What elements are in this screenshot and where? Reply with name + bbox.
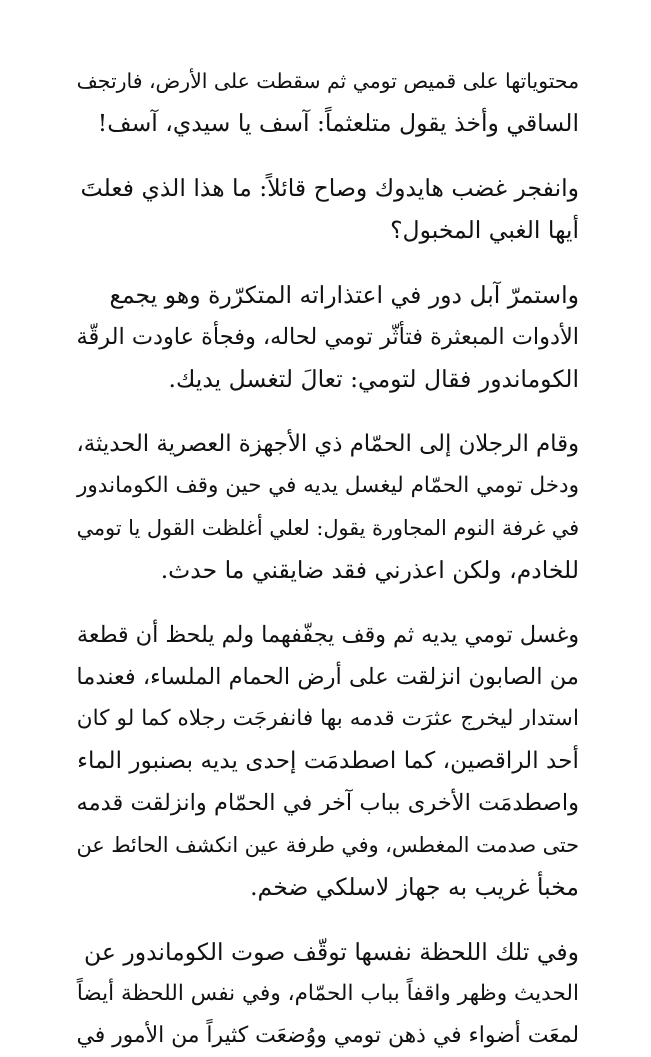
text-line: الحديث وظهر واقفاً بباب الحمّام، وفي نفس اللحظة أيضاً — [76, 981, 579, 1006]
text-line: أحد الراقصين، كما اصطدمَت إحدى يديه بصنبور الماء — [77, 747, 579, 774]
paragraph-1 — [74, 60, 579, 144]
text-line: في غرفة النوم المجاورة يقول: لعلي أغلظت القول يا تومي — [76, 516, 579, 540]
text-line: للخادم، ولكن اعذرني فقد ضايقني ما حدث. — [160, 556, 579, 584]
paragraph-4 — [74, 423, 579, 591]
text-line: وانفجر غضب هايدوك وصاح قائلاً: ما هذا الذي فعلتَ — [80, 174, 579, 202]
text-line: أيها الغبي المخبول؟ — [390, 216, 579, 244]
text-line: الأدوات المبعثرة فتأثّر تومي لحاله، وفجأة عاودت الرقّة — [76, 324, 579, 350]
text-line: وقام الرجلان إلى الحمّام ذي الأجهزة العصرية الحديثة، — [76, 431, 579, 457]
text-line: محتوياتها على قميص تومي ثم سقطت على الأرض، فارتجف — [76, 69, 579, 93]
paragraph-2 — [74, 167, 579, 251]
text-line: مخبأ غريب به جهاز لاسلكي ضخم. — [250, 873, 579, 901]
text-line: وغسل تومي يديه ثم وقف يجفّفهما ولم يلحظ أن قطعة — [76, 622, 579, 648]
text-line: واستمرّ آبل دور في اعتذاراته المتكرّرة وهو يجمع — [109, 281, 579, 309]
text-line: الساقي وأخذ يقول متلعثماً: آسف يا سيدي، آسف! — [97, 109, 579, 137]
text-line: الكوماندور فقال لتومي: تعالَ لتغسل يديك. — [168, 365, 579, 393]
paragraph-6 — [74, 931, 579, 1057]
text-line: ودخل تومي الحمّام ليغسل يديه في حين وقف الكوماندور — [77, 473, 579, 498]
text-line: واصطدمَت الأخرى بباب آخر في الحمّام وانزلقت قدمه — [76, 790, 579, 816]
text-line: من الصابون انزلقت على أرض الحمام الملساء، فعندما — [76, 664, 579, 690]
paragraph-3 — [74, 274, 579, 400]
text-line: استدار ليخرج عثرَت قدمه بها فانفرجَت رجلاه كما لو كان — [76, 706, 579, 731]
text-line: حتى صدمت المغطس، وفي طرفة عين انكشف الحائط عن — [76, 833, 579, 857]
text-line: لمعَت أضواء في ذهن تومي ووُضعَت كثيراً من الأمور في — [76, 1023, 579, 1048]
text-line: وفي تلك اللحظة نفسها توقّف صوت الكوماندور عن — [84, 938, 579, 966]
paragraph-5 — [74, 614, 579, 908]
